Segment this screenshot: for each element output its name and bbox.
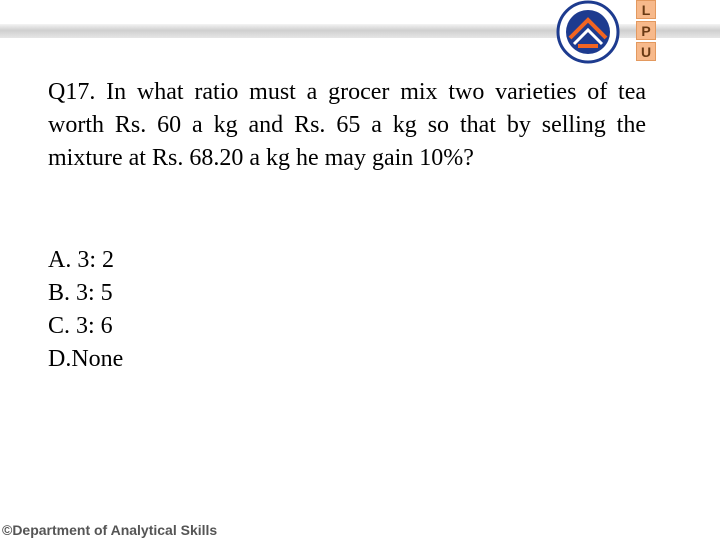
university-logo-icon — [556, 0, 620, 64]
question-text: Q17. In what ratio must a grocer mix two varieties of tea worth Rs. 60 a kg and Rs. 65 a kg so that by selling the mixture at Rs. 68.20 a kg he may gain 10%? — [48, 79, 646, 171]
option-c: C. 3: 6 — [48, 313, 113, 339]
logo-letter-u: U — [636, 42, 656, 61]
lpu-letter-boxes — [636, 0, 658, 63]
option-a: A. 3: 2 — [48, 247, 114, 273]
footer-copyright: ©Department of Analytical Skills — [2, 522, 218, 538]
university-logo — [556, 0, 620, 64]
option-d: D.None — [48, 346, 124, 372]
logo-letter-l: L — [636, 0, 656, 19]
option-b: B. 3: 5 — [48, 280, 113, 306]
logo-letter-p: P — [636, 21, 656, 40]
answer-options — [48, 244, 123, 376]
